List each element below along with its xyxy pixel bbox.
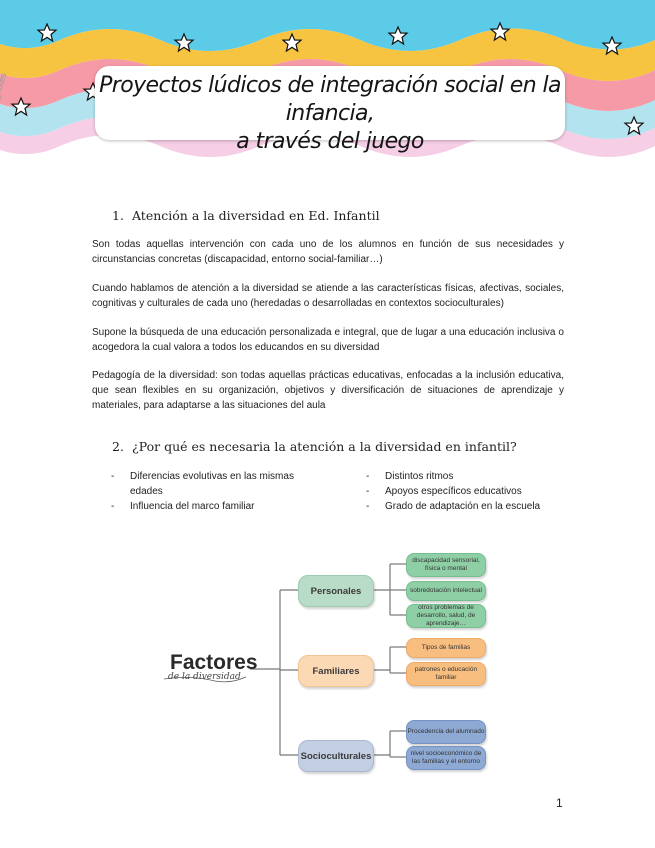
mindmap-root-subtitle: de la diversidad — [168, 672, 241, 682]
leaf-node: Procedencia del alumnado — [406, 720, 486, 744]
bullet-item — [111, 499, 321, 514]
section-heading-1 — [112, 208, 380, 223]
leaf-node: nivel socioeconómico de las familias y el entorno — [406, 746, 486, 770]
bullet-item — [366, 484, 566, 499]
bullet-text: Grado de adaptación en la escuela — [385, 501, 541, 512]
leaf-node: patrones o educación familiar — [406, 662, 486, 686]
section-title: ¿Por qué es necesaria la atención a la diversidad en infantil? — [132, 439, 517, 454]
section-heading-2 — [112, 439, 517, 454]
bullet-dash: - — [366, 501, 370, 512]
bullet-item — [366, 469, 566, 484]
bullet-text: Influencia del marco familiar — [130, 501, 255, 512]
bullet-item — [366, 499, 566, 514]
bullet-text: Diferencias evolutivas en las mismas edades — [130, 471, 294, 497]
leaf-node: sobredotación intelectual — [406, 581, 486, 601]
page-title-line2: a través del juego — [236, 129, 424, 154]
bullet-dash: - — [111, 501, 115, 512]
leaf-node: Tipos de familias — [406, 638, 486, 658]
mindmap-root-title: Factores — [170, 651, 258, 674]
paragraph-2: Cuando hablamos de atención a la diversidad se atiende a las características físicas, afectivas, sociales, cognitivas y culturales de cada uno (heredadas o desarrolladas en contextos socioculturales) — [92, 283, 564, 309]
paragraph-4: Pedagogía de la diversidad: son todas aquellas prácticas educativas, enfocadas a la inclusión educativa, que sean flexibles en su organización, objetivos y diversificación de situaciones de aprendizaje y materiales, para adaptarse a las situaciones del aula — [92, 370, 564, 411]
category-familiares: Familiares — [298, 655, 374, 687]
section-title: Atención a la diversidad en Ed. Infantil — [132, 208, 380, 223]
leaf-node: otros problemas de desarrollo, salud, de aprendizaje… — [406, 604, 486, 628]
paragraph-3: Supone la búsqueda de una educación personalizada e integral, que de lugar a una educación inclusiva o acogedora la cual valora a todos los educandos en su diversidad — [92, 327, 564, 353]
bullet-dash: - — [111, 471, 115, 482]
title-card — [95, 66, 565, 154]
page-number: 1 — [556, 796, 563, 810]
bullet-dash: - — [366, 471, 370, 482]
section-number: 2. — [112, 439, 124, 454]
category-socioculturales: Socioculturales — [298, 740, 374, 772]
bullet-text: Distintos ritmos — [385, 471, 454, 482]
paragraph-1: Son todas aquellas intervención con cada uno de los alumnos en función de sus necesidades y circunstancias concretas (discapacidad, entorno social-familiar…) — [92, 239, 564, 265]
bullet-text: Apoyos específicos educativos — [385, 486, 522, 497]
bullet-item — [111, 469, 321, 499]
page-title-line1: Proyectos lúdicos de integración social en la infancia, — [99, 73, 561, 126]
category-personales: Personales — [298, 575, 374, 607]
bullet-dash: - — [366, 486, 370, 497]
factors-mindmap — [160, 545, 500, 775]
leaf-node: discapacidad sensorial, física o mental — [406, 553, 486, 577]
section-number: 1. — [112, 208, 124, 223]
